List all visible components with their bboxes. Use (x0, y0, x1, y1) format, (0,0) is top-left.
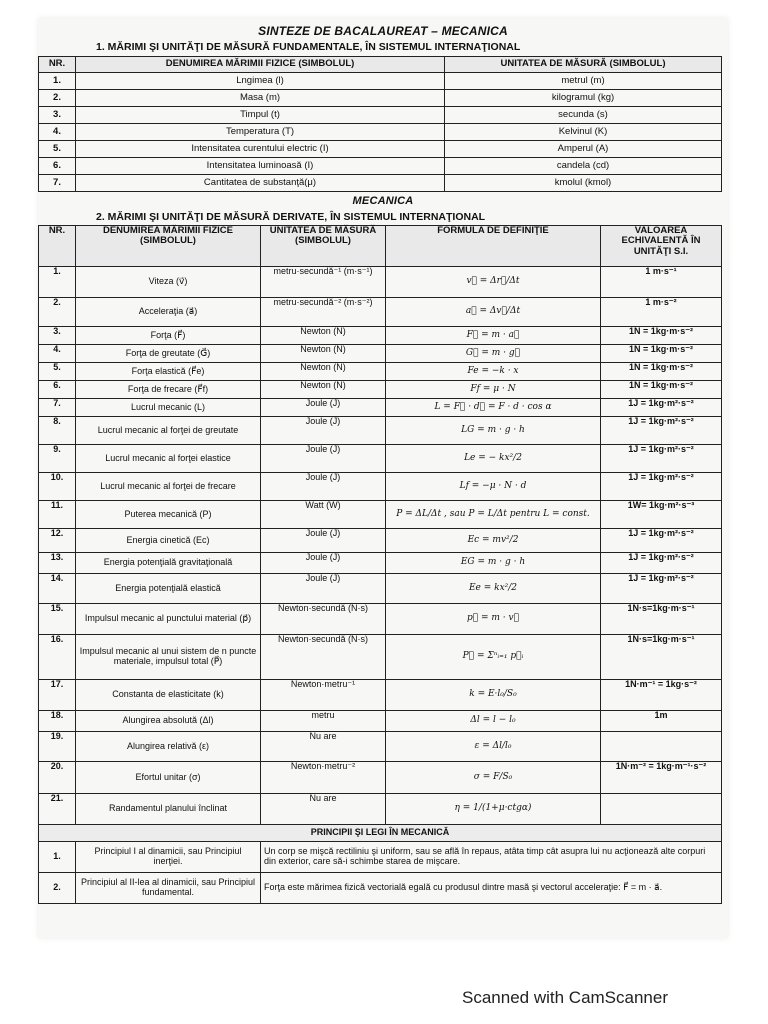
table1-cell-nr: 4. (39, 124, 76, 141)
table2-cell-quantity: Lucrul mecanic al forţei de greutate (76, 417, 261, 445)
table1-cell-quantity: Intensitatea luminoasă (I) (76, 158, 445, 175)
table2-cell-si-value: 1 m·s⁻¹ (601, 267, 722, 298)
table2-cell-unit: Newton (N) (261, 381, 386, 399)
table2-cell-formula: P = ΔL/Δt , sau P = L/Δt pentru L = const. (386, 501, 601, 529)
table1-cell-unit: secunda (s) (445, 107, 722, 124)
table2-cell-si-value: 1J = 1kg·m²·s⁻² (601, 553, 722, 574)
table1-header-row (39, 57, 722, 73)
table2-header-unit: UNITATEA DE MĂSURĂ (SIMBOLUL) (261, 226, 386, 267)
table2-cell-quantity: Lucrul mecanic al forţei elastice (76, 445, 261, 473)
table2-cell-formula: Ec = mv²/2 (386, 529, 601, 553)
table2-cell-quantity: Lucrul mecanic al forţei de frecare (76, 473, 261, 501)
table2-cell-nr: 1. (39, 267, 76, 298)
table2-cell-quantity: Efortul unitar (σ) (76, 762, 261, 794)
law-cell-nr: 1. (39, 842, 76, 873)
table1-cell-unit: candela (cd) (445, 158, 722, 175)
table1-cell-nr: 1. (39, 73, 76, 90)
table1-cell-nr: 3. (39, 107, 76, 124)
camscanner-watermark: Scanned with CamScanner (462, 988, 669, 1007)
table1-cell-quantity: Temperatura (T) (76, 124, 445, 141)
table2-cell-nr: 4. (39, 345, 76, 363)
table2-cell-unit: Joule (J) (261, 445, 386, 473)
table2-cell-quantity: Acceleraţia (a⃗) (76, 298, 261, 327)
table2-cell-nr: 19. (39, 732, 76, 762)
table2-cell-unit: Joule (J) (261, 529, 386, 553)
table2-cell-quantity: Energia potenţială gravitaţională (76, 553, 261, 574)
table2-cell-formula: η = 1/(1+μ·ctgα) (386, 794, 601, 825)
table1-cell-nr: 7. (39, 175, 76, 192)
table1-cell-nr: 2. (39, 90, 76, 107)
table2-cell-unit: Newton·metru⁻¹ (261, 680, 386, 711)
table2-cell-formula: k = E·l₀/S₀ (386, 680, 601, 711)
table2-row (39, 711, 722, 732)
law-cell-name: Principiul I al dinamicii, sau Principiul inerţiei. (76, 842, 261, 873)
table2-header-quantity: DENUMIREA MĂRIMII FIZICE (SIMBOLUL) (76, 226, 261, 267)
table2-cell-unit: Newton (N) (261, 345, 386, 363)
table2-row (39, 604, 722, 635)
table2-cell-unit: Joule (J) (261, 473, 386, 501)
table1-row (39, 175, 722, 192)
table2-row (39, 298, 722, 327)
derived-units-table (38, 225, 722, 904)
table2-cell-si-value (601, 794, 722, 825)
table2-cell-nr: 2. (39, 298, 76, 327)
table2-cell-quantity: Lucrul mecanic (L) (76, 399, 261, 417)
table2-cell-nr: 6. (39, 381, 76, 399)
table1-row (39, 90, 722, 107)
table1-cell-unit: kmolul (kmol) (445, 175, 722, 192)
table1-row (39, 73, 722, 90)
table2-row (39, 399, 722, 417)
table2-row (39, 363, 722, 381)
table2-cell-si-value: 1J = 1kg·m²·s⁻² (601, 574, 722, 604)
table1-row (39, 107, 722, 124)
table2-header-si-value: VALOAREA ECHIVALENTĂ ÎN UNITĂŢI S.I. (601, 226, 722, 267)
table2-cell-si-value: 1m (601, 711, 722, 732)
table2-cell-unit: Joule (J) (261, 553, 386, 574)
table2-cell-nr: 21. (39, 794, 76, 825)
table2-cell-unit: metru (261, 711, 386, 732)
table2-cell-quantity: Energia cinetică (Ec) (76, 529, 261, 553)
table2-cell-formula: P⃗ = Σⁿᵢ₌₁ p⃗ᵢ (386, 635, 601, 680)
table1-cell-quantity: Masa (m) (76, 90, 445, 107)
table2-cell-si-value: 1N·m⁻² = 1kg·m⁻¹·s⁻² (601, 762, 722, 794)
principles-header-row (39, 825, 722, 842)
table2-cell-formula: Ee = kx²/2 (386, 574, 601, 604)
law-cell-name: Principiul al II-lea al dinamicii, sau Principiul fundamental. (76, 873, 261, 904)
table2-row (39, 345, 722, 363)
table2-cell-formula: Le = − kx²/2 (386, 445, 601, 473)
table1-cell-quantity: Cantitatea de substanţă(μ) (76, 175, 445, 192)
table2-cell-nr: 8. (39, 417, 76, 445)
table2-row (39, 267, 722, 298)
table1-row (39, 124, 722, 141)
table2-cell-si-value: 1J = 1kg·m²·s⁻² (601, 417, 722, 445)
table2-cell-si-value: 1N·s=1kg·m·s⁻¹ (601, 604, 722, 635)
table2-cell-si-value: 1N·m⁻¹ = 1kg·s⁻² (601, 680, 722, 711)
table2-cell-nr: 9. (39, 445, 76, 473)
mid-title: MECANICA (352, 195, 414, 207)
table1-header-unit: UNITATEA DE MĂSURĂ (SIMBOLUL) (445, 57, 722, 73)
law-cell-statement: Un corp se mişcă rectiliniu şi uniform, sau se află în repaus, atâta timp cât asupra lui nu acţionează alte corpuri din exterior, care să-i schimbe starea de mişcare. (261, 842, 722, 873)
table2-cell-unit: Nu are (261, 794, 386, 825)
table2-cell-nr: 10. (39, 473, 76, 501)
table2-cell-quantity: Energia potenţială elastică (76, 574, 261, 604)
table2-cell-si-value: 1W= 1kg·m²·s⁻³ (601, 501, 722, 529)
laws-body (39, 842, 722, 904)
table2-row (39, 501, 722, 529)
table2-cell-si-value: 1N·s=1kg·m·s⁻¹ (601, 635, 722, 680)
table2-cell-quantity: Impulsul mecanic al punctului material (p⃗) (76, 604, 261, 635)
table1-cell-nr: 6. (39, 158, 76, 175)
table2-cell-nr: 5. (39, 363, 76, 381)
table2-cell-unit: Joule (J) (261, 574, 386, 604)
table2-cell-quantity: Alungirea relativă (ε) (76, 732, 261, 762)
table2-cell-formula: p⃗ = m · v⃗ (386, 604, 601, 635)
table1-body (39, 73, 722, 192)
table2-header-nr: NR. (39, 226, 76, 267)
table2-cell-formula: a⃗ = Δv⃗/Δt (386, 298, 601, 327)
table2-cell-formula: Lf = −μ · N · d (386, 473, 601, 501)
table2-cell-unit: Newton (N) (261, 363, 386, 381)
table2-row (39, 381, 722, 399)
table1-cell-quantity: Intensitatea curentului electric (I) (76, 141, 445, 158)
table2-cell-si-value: 1N = 1kg·m·s⁻² (601, 381, 722, 399)
table2-row (39, 732, 722, 762)
table2-cell-formula: Ff = μ · N (386, 381, 601, 399)
table2-cell-formula: L = F⃗ · d⃗ = F · d · cos α (386, 399, 601, 417)
table2-cell-nr: 20. (39, 762, 76, 794)
table2-cell-nr: 17. (39, 680, 76, 711)
table2-cell-unit: metru·secundă⁻² (m·s⁻²) (261, 298, 386, 327)
table2-row (39, 529, 722, 553)
table2-cell-si-value: 1N = 1kg·m·s⁻² (601, 363, 722, 381)
table2-row (39, 417, 722, 445)
table2-cell-unit: Nu are (261, 732, 386, 762)
table2-cell-nr: 3. (39, 327, 76, 345)
table2-cell-nr: 7. (39, 399, 76, 417)
table2-cell-quantity: Puterea mecanică (P) (76, 501, 261, 529)
table2-body (39, 267, 722, 825)
table2-cell-quantity: Forţa elastică (F⃗e) (76, 363, 261, 381)
table2-cell-unit: Joule (J) (261, 417, 386, 445)
law-row (39, 842, 722, 873)
table2-cell-unit: Watt (W) (261, 501, 386, 529)
table2-cell-si-value: 1N = 1kg·m·s⁻² (601, 327, 722, 345)
table2-cell-nr: 13. (39, 553, 76, 574)
table2-cell-nr: 16. (39, 635, 76, 680)
law-cell-statement: Forţa este mărimea fizică vectorială egală cu produsul dintre masă şi vectorul acceleraţie: F⃗ = m · a⃗. (261, 873, 722, 904)
section2-title: 2. MĂRIMI ŞI UNITĂŢI DE MĂSURĂ DERIVATE, ÎN SISTEMUL INTERNAŢIONAL (96, 211, 486, 223)
table1-header-nr: NR. (39, 57, 76, 73)
table2-cell-formula: EG = m · g · h (386, 553, 601, 574)
table2-cell-unit: Newton (N) (261, 327, 386, 345)
table2-cell-formula: ε = Δl/l₀ (386, 732, 601, 762)
table2-cell-formula: LG = m · g · h (386, 417, 601, 445)
table1-cell-quantity: Lngimea (l) (76, 73, 445, 90)
table2-cell-quantity: Forţa de greutate (G⃗) (76, 345, 261, 363)
table2-row (39, 635, 722, 680)
table1-cell-nr: 5. (39, 141, 76, 158)
table1-cell-quantity: Timpul (t) (76, 107, 445, 124)
principles-section-title: PRINCIPII ŞI LEGI ÎN MECANICĂ (39, 825, 722, 842)
table2-cell-formula: Δl = l − l₀ (386, 711, 601, 732)
table2-cell-formula: v⃗ = Δr⃗/Δt (386, 267, 601, 298)
table1-cell-unit: kilogramul (kg) (445, 90, 722, 107)
table2-row (39, 574, 722, 604)
law-row (39, 873, 722, 904)
table1-row (39, 158, 722, 175)
table2-row (39, 445, 722, 473)
table2-row (39, 327, 722, 345)
table2-cell-si-value (601, 732, 722, 762)
document-title: SINTEZE DE BACALAUREAT – MECANICA (258, 24, 508, 38)
table2-cell-quantity: Viteza (v⃗) (76, 267, 261, 298)
table2-cell-unit: Joule (J) (261, 399, 386, 417)
fundamental-units-table (38, 56, 722, 192)
table2-row (39, 762, 722, 794)
table2-cell-unit: metru·secundă⁻¹ (m·s⁻¹) (261, 267, 386, 298)
table2-row (39, 473, 722, 501)
table2-cell-si-value: 1J = 1kg·m²·s⁻² (601, 399, 722, 417)
table2-cell-si-value: 1 m·s⁻² (601, 298, 722, 327)
table2-cell-quantity: Alungirea absolută (Δl) (76, 711, 261, 732)
table2-cell-nr: 18. (39, 711, 76, 732)
table2-cell-si-value: 1N = 1kg·m·s⁻² (601, 345, 722, 363)
table2-row (39, 794, 722, 825)
law-cell-nr: 2. (39, 873, 76, 904)
table2-cell-unit: Newton·secundă (N·s) (261, 635, 386, 680)
table2-cell-quantity: Impulsul mecanic al unui sistem de n puncte materiale, impulsul total (P⃗) (76, 635, 261, 680)
table2-cell-si-value: 1J = 1kg·m²·s⁻² (601, 529, 722, 553)
table2-cell-unit: Newton·metru⁻² (261, 762, 386, 794)
table2-cell-nr: 15. (39, 604, 76, 635)
document-sheet (38, 18, 728, 938)
table1-row (39, 141, 722, 158)
table2-cell-formula: F⃗ = m · a⃗ (386, 327, 601, 345)
table2-cell-nr: 11. (39, 501, 76, 529)
table2-cell-si-value: 1J = 1kg·m²·s⁻² (601, 473, 722, 501)
table2-cell-unit: Newton·secundă (N·s) (261, 604, 386, 635)
table2-cell-quantity: Constanta de elasticitate (k) (76, 680, 261, 711)
table2-row (39, 680, 722, 711)
table1-cell-unit: metrul (m) (445, 73, 722, 90)
table2-row (39, 553, 722, 574)
table2-cell-quantity: Randamentul planului înclinat (76, 794, 261, 825)
table2-cell-nr: 12. (39, 529, 76, 553)
table2-cell-quantity: Forţa (F⃗) (76, 327, 261, 345)
table1-cell-unit: Amperul (A) (445, 141, 722, 158)
table2-cell-nr: 14. (39, 574, 76, 604)
table2-cell-formula: σ = F/S₀ (386, 762, 601, 794)
table2-cell-si-value: 1J = 1kg·m²·s⁻² (601, 445, 722, 473)
table1-cell-unit: Kelvinul (K) (445, 124, 722, 141)
table2-header-row (39, 226, 722, 267)
table2-cell-quantity: Forţa de frecare (F⃗f) (76, 381, 261, 399)
section1-title: 1. MĂRIMI ŞI UNITĂŢI DE MĂSURĂ FUNDAMENTALE, ÎN SISTEMUL INTERNAŢIONAL (96, 41, 521, 53)
table2-cell-formula: Fe = −k · x (386, 363, 601, 381)
table2-header-formula: FORMULA DE DEFINIŢIE (386, 226, 601, 267)
table1-header-quantity: DENUMIREA MĂRIMII FIZICE (SIMBOLUL) (76, 57, 445, 73)
table2-cell-formula: G⃗ = m · g⃗ (386, 345, 601, 363)
